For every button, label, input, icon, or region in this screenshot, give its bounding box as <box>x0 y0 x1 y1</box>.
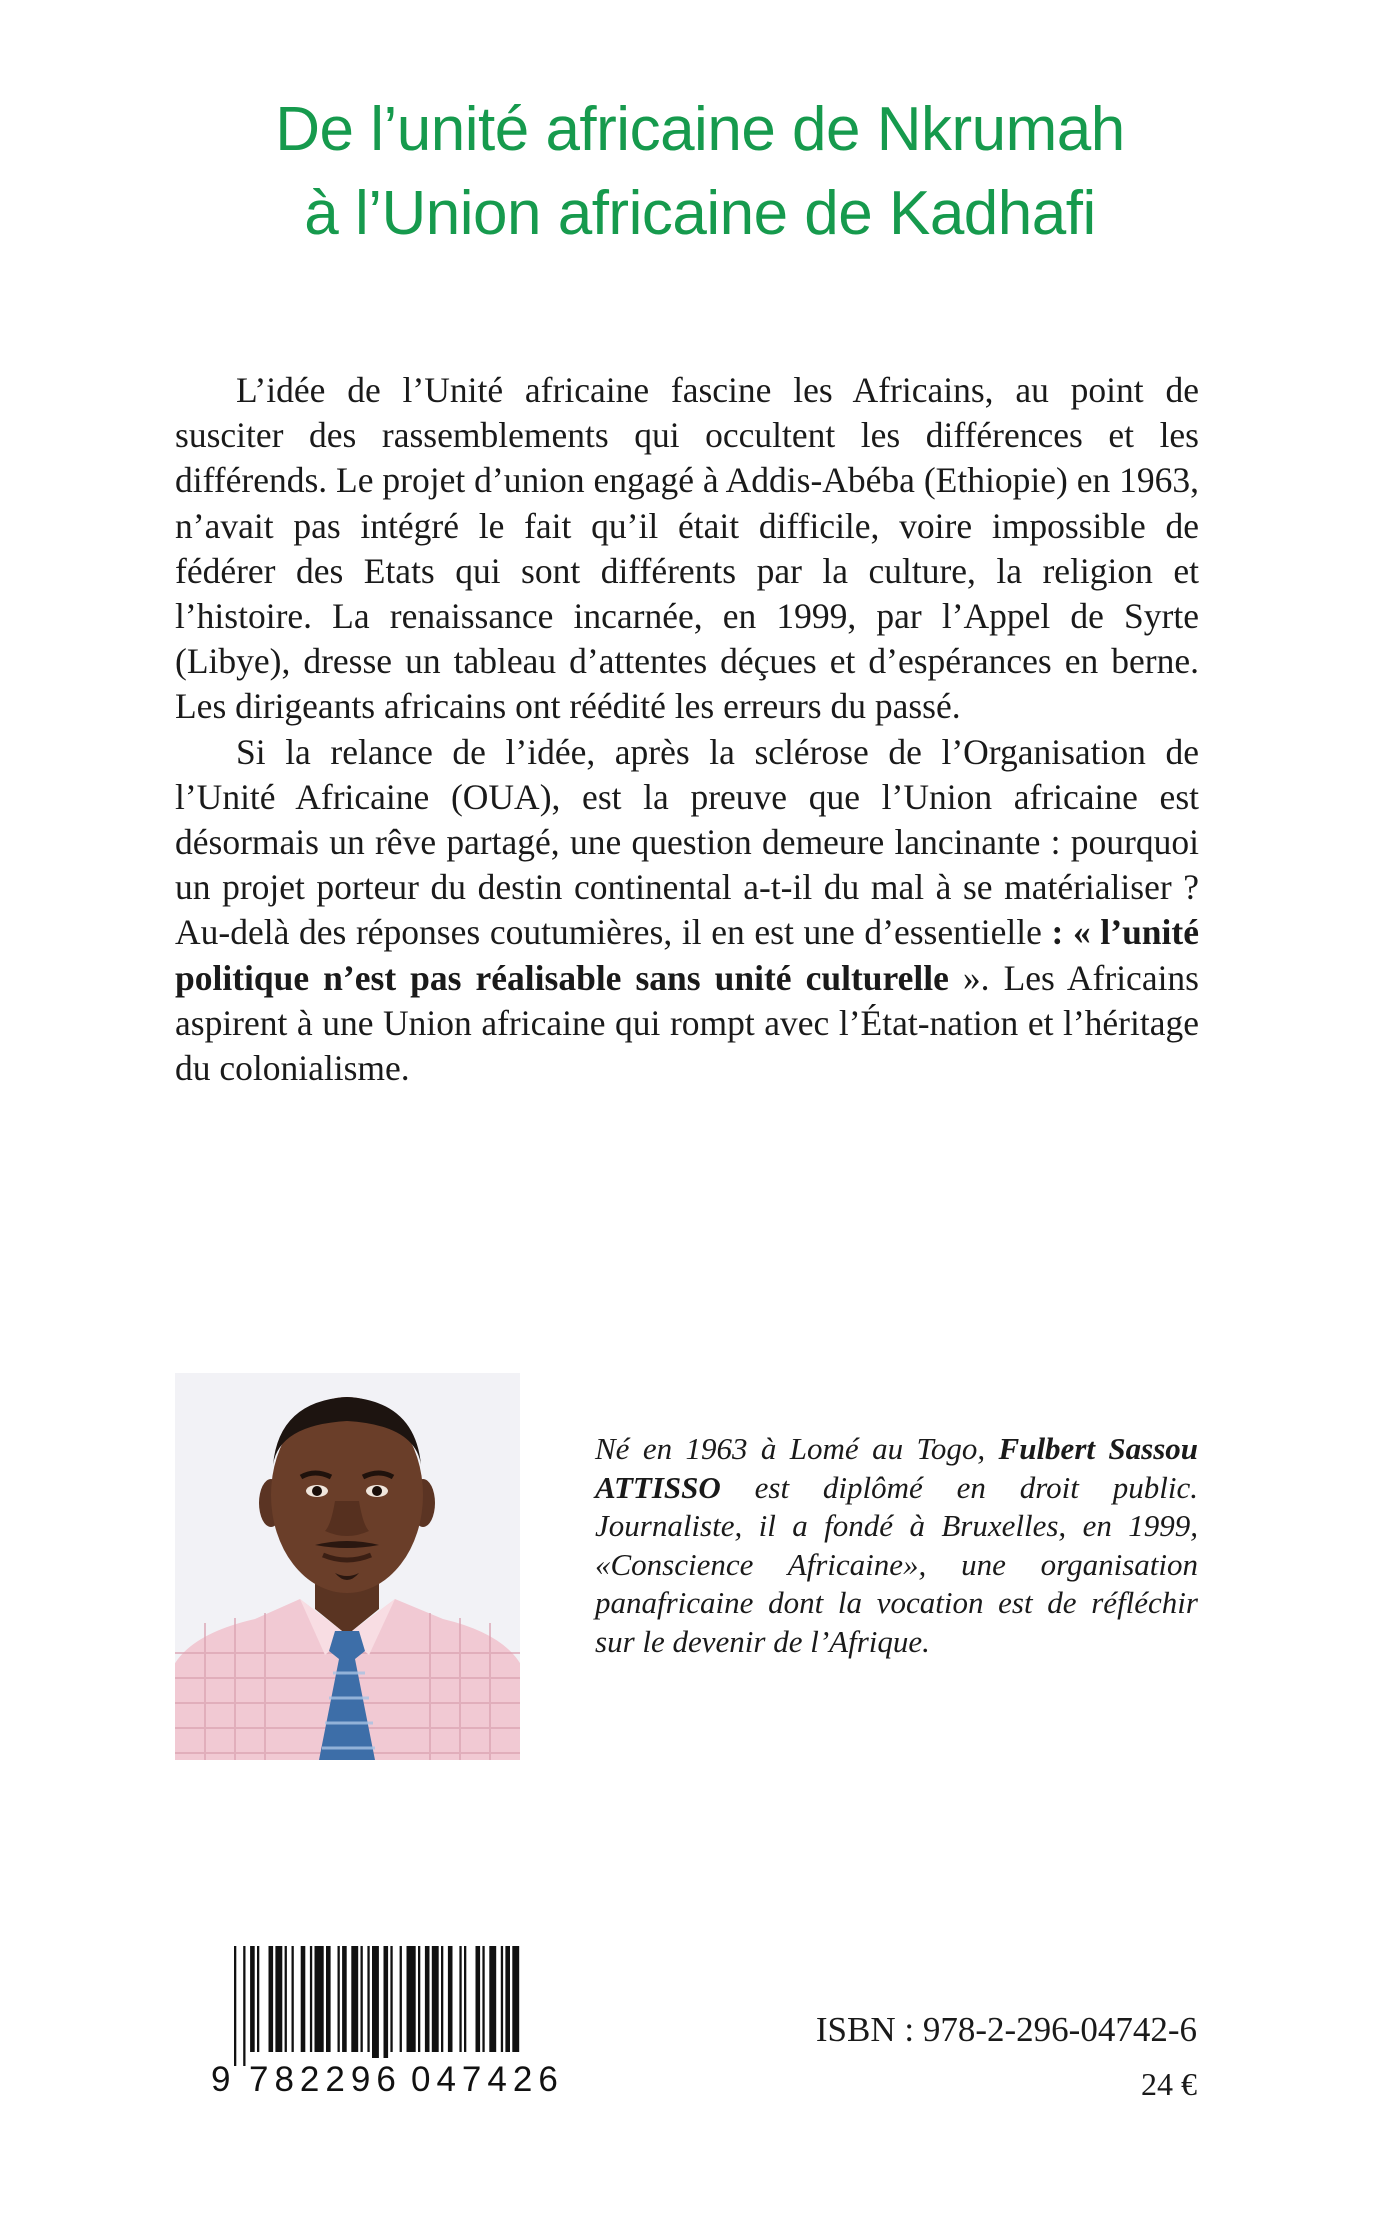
summary-paragraph-2 <box>175 730 1199 1092</box>
barcode-bars <box>210 1946 570 2066</box>
barcode-bar <box>269 1946 274 2052</box>
book-title <box>0 88 1400 256</box>
barcode-bar <box>505 1946 510 2052</box>
barcode-bar <box>372 1946 379 2066</box>
barcode-bar <box>482 1946 484 2052</box>
barcode-bar <box>250 1946 255 2052</box>
bio-intro: Né en 1963 à Lomé au Togo, <box>595 1431 999 1466</box>
isbn-label: ISBN : 978-2-296-04742-6 <box>815 2010 1197 2049</box>
barcode-left-group: 782296 <box>248 2058 403 2102</box>
barcode <box>210 1946 570 2106</box>
summary-p2-quote: : « l’unité politique n’est pas réalisable sans unité culturelle <box>175 912 1199 998</box>
barcode-bar <box>342 1946 347 2052</box>
barcode-bar <box>351 1946 358 2052</box>
author-name: Fulbert Sassou ATTISSO <box>595 1431 1199 1505</box>
title-line-1: De l’unité africaine de Nkrumah <box>275 95 1125 164</box>
barcode-bar <box>243 1946 245 2066</box>
author-bio <box>595 1430 1198 1661</box>
barcode-bar <box>400 1946 402 2052</box>
book-summary <box>175 368 1199 1091</box>
barcode-bar <box>285 1946 287 2052</box>
barcode-bar <box>301 1946 306 2052</box>
summary-p2-end: ». Les Africains aspirent à une Union africaine qui rompt avec l’État-nation et l’héritage du colonialisme. <box>175 957 1200 1089</box>
barcode-bar <box>489 1946 496 2052</box>
barcode-bar <box>338 1946 340 2052</box>
barcode-bar <box>292 1946 294 2052</box>
barcode-bar <box>326 1946 331 2052</box>
barcode-bar <box>390 1946 392 2052</box>
barcode-bar <box>310 1946 312 2052</box>
barcode-bar <box>432 1946 439 2052</box>
barcode-bar <box>512 1946 519 2052</box>
barcode-bar <box>384 1946 389 2066</box>
barcode-bar <box>441 1946 443 2052</box>
barcode-bar <box>425 1946 430 2052</box>
barcode-lead-digit: 9 <box>210 2058 231 2102</box>
author-photo <box>175 1373 520 1760</box>
barcode-bar <box>367 1946 369 2052</box>
barcode-bar <box>501 1946 503 2052</box>
barcode-bar <box>257 1946 259 2052</box>
barcode-bar <box>448 1946 453 2052</box>
barcode-bar <box>464 1946 466 2052</box>
summary-paragraph-1: L’idée de l’Unité africaine fascine les Africains, au point de susciter des rassemblements qui occultent les différences et les différends. Le projet d’union engagé à Addis-Abéba (Ethiopie) en 1963, n’avait pas intégré le fait qu’il était difficile, voire impossible de fédérer des Etats qui sont différents par la culture, la religion et l’histoire. La renaissance incarnée, en 1999, par l’Appel de Syrte (Libye), dresse un tableau d’attentes déçues et d’espérances en berne. Les dirigeants africains ont réédité les erreurs du passé. <box>175 370 1199 727</box>
bio-rest: est diplômé en droit public. Journaliste, il a fondé à Bruxelles, en 1999, «Conscience Africaine», une organisation panafricaine dont la vocation est de réfléchir sur le devenir de l’Afrique. <box>595 1469 1198 1659</box>
title-line-2: à l’Union africaine de Kadhafi <box>304 179 1096 248</box>
barcode-bar <box>275 1946 282 2052</box>
barcode-right-group: 047426 <box>410 2058 565 2102</box>
barcode-bar <box>407 1946 416 2052</box>
barcode-bar <box>459 1946 461 2052</box>
barcode-bar <box>418 1946 420 2052</box>
author-bio-text <box>595 1430 1198 1661</box>
price-label: 24 € <box>1141 2066 1197 2102</box>
author-portrait <box>175 1373 520 1760</box>
barcode-bar <box>234 1946 236 2066</box>
barcode-bar <box>476 1946 481 2052</box>
summary-p2-text: Si la relance de l’idée, après la sclérose de l’Organisation de l’Unité Africaine (OUA), est la preuve que l’Union africaine est désormais un rêve partagé, une question demeure lancinante : pourquoi un projet porteur du destin continental a-t-il du mal à se matérialiser ? Au-delà des réponses coutumières, il en est une d’essentielle <box>175 731 1199 953</box>
barcode-bar <box>361 1946 363 2052</box>
barcode-bar <box>315 1946 324 2052</box>
